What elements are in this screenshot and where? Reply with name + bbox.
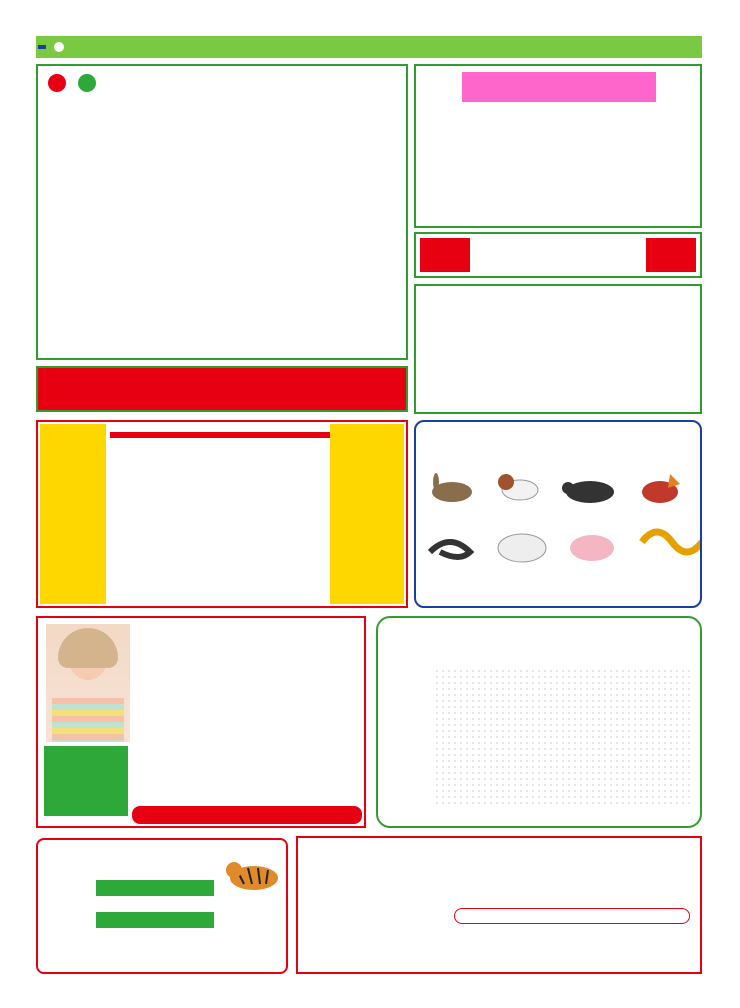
wangxiaomei-panel (36, 616, 366, 828)
issue-badge (420, 238, 470, 272)
rabbit-icon (432, 473, 472, 502)
green-dot-icon (78, 74, 96, 92)
guangong-panel (414, 284, 702, 414)
avatar (46, 624, 130, 742)
zhoubo-eat-row (356, 862, 700, 884)
wxm-footer (132, 806, 362, 824)
page-code (38, 45, 46, 49)
news-defend-bar (96, 912, 214, 928)
xuan-box (44, 746, 128, 816)
animal-illustrations (420, 462, 700, 578)
zhoubo-nums-row (356, 928, 700, 948)
erma-left-text (40, 434, 106, 574)
zodiac-panel (414, 420, 702, 608)
zhoubo-top-row (356, 840, 700, 860)
dog-icon (498, 474, 538, 500)
poem-pink-box (462, 72, 656, 102)
zhoubo-amount-row (356, 886, 700, 906)
poem-panel (414, 64, 702, 228)
issue-panel (414, 232, 702, 278)
erma-right (330, 424, 404, 604)
zhoubo-profit (454, 908, 690, 924)
zhoubo-bets-row (356, 950, 700, 970)
jiexi-badge (646, 238, 696, 272)
red-dot-icon (48, 74, 66, 92)
shenxian-panel (36, 64, 408, 360)
pig-icon (570, 535, 614, 561)
erma-panel (36, 420, 408, 608)
erma-left (40, 424, 106, 604)
erma-right-text (330, 432, 404, 572)
snake-icon (430, 542, 470, 557)
sheep-icon (498, 534, 546, 562)
tiger-icon (226, 852, 282, 898)
header-bar (36, 36, 702, 58)
dragon-icon (642, 532, 700, 552)
zhoubo-panel (296, 836, 702, 974)
rooster-icon (642, 474, 680, 503)
news-attack-bar (96, 880, 214, 896)
tema-panel (376, 616, 702, 828)
erma-slogan (110, 432, 330, 438)
tema-grid (434, 668, 690, 808)
shenxian-banner (36, 366, 408, 412)
ox-icon (562, 481, 614, 503)
news-panel (36, 838, 288, 974)
dot-icon (54, 42, 64, 52)
